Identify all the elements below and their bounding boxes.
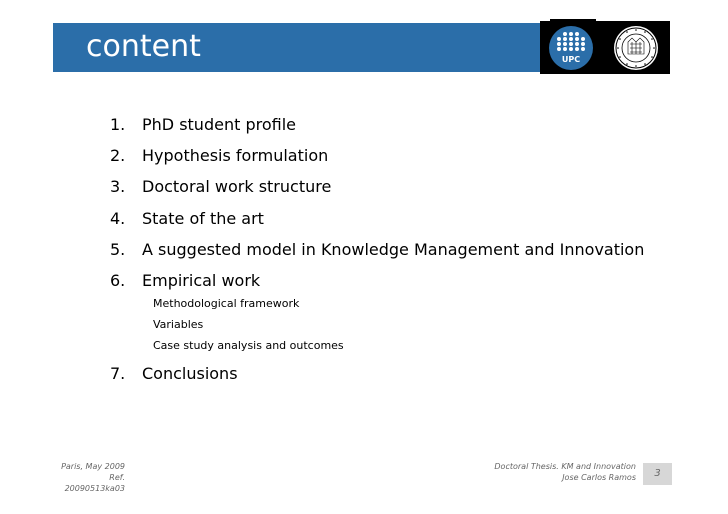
list-item-number: 5. — [110, 240, 126, 259]
list-item-text: Conclusions — [142, 364, 238, 383]
upc-logo-icon — [548, 25, 594, 71]
sub-item: Case study analysis and outcomes — [153, 339, 344, 352]
list-item-text: Doctoral work structure — [142, 177, 332, 196]
list-item-text: Empirical work — [142, 271, 261, 290]
footer-left — [55, 461, 125, 494]
university-seal-icon — [612, 24, 660, 72]
list-item-number: 1. — [110, 115, 126, 134]
list-item-text: PhD student profile — [142, 115, 296, 134]
list-item-number: 6. — [110, 271, 126, 290]
list-item-text: Hypothesis formulation — [142, 146, 329, 165]
footer-right — [470, 461, 636, 483]
list-item-number: 7. — [110, 364, 126, 383]
list-item-number: 2. — [110, 146, 126, 165]
footer-author: Jose Carlos Ramos — [562, 473, 636, 482]
list-item-text: State of the art — [142, 209, 264, 228]
sub-item: Methodological framework — [153, 297, 300, 310]
upc-logo-text: UPC — [561, 55, 581, 64]
list-item-number: 4. — [110, 209, 126, 228]
slide-title: content — [86, 29, 201, 64]
list-item-number: 3. — [110, 177, 126, 196]
page-number: 3 — [643, 463, 672, 485]
sub-item: Variables — [153, 318, 204, 331]
list-item-text: A suggested model in Knowledge Management and Innovation — [142, 240, 645, 259]
footer-location-date: Paris, May 2009 — [61, 462, 125, 471]
footer-thesis-title: Doctoral Thesis. KM and Innovation — [494, 462, 636, 471]
footer-reference: Ref. 20090513ka03 — [64, 473, 125, 493]
